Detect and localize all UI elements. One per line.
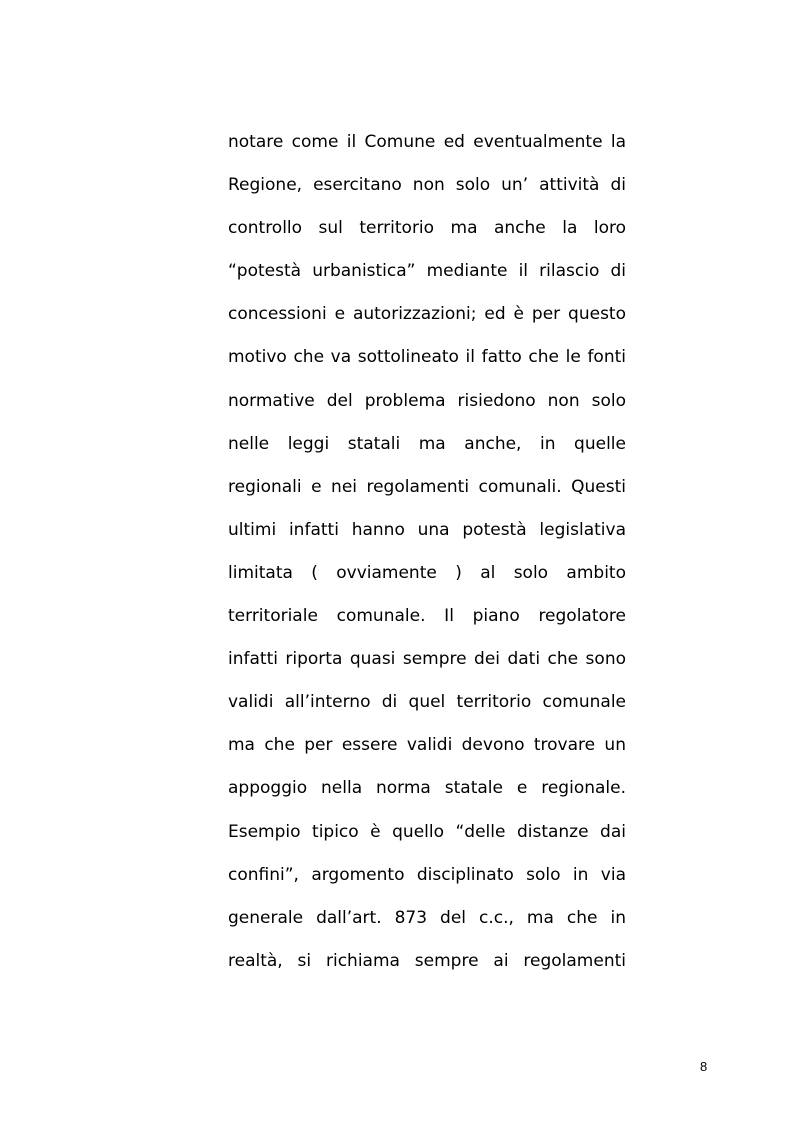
text-line: validi all’interno di quel territorio comunale: [228, 692, 626, 713]
text-line: appoggio nella norma statale e regionale.: [228, 778, 626, 799]
body-text: [228, 121, 626, 983]
text-line: ultimi infatti hanno una potestà legislativa: [228, 519, 626, 540]
text-line: controllo sul territorio ma anche la loro: [228, 218, 626, 239]
text-line: Regione, esercitano non solo un’ attività di: [228, 175, 626, 196]
text-line: Esempio tipico è quello “delle distanze dai: [228, 821, 626, 842]
text-line: notare come il Comune ed eventualmente la: [228, 132, 626, 152]
text-line: “potestà urbanistica” mediante il rilascio di: [228, 261, 626, 282]
text-line: realtà, si richiama sempre ai regolamenti: [228, 950, 626, 971]
page-number: 8: [700, 1059, 708, 1074]
text-line: motivo che va sottolineato il fatto che le fonti: [228, 347, 626, 368]
text-line: confini”, argomento disciplinato solo in via: [228, 864, 626, 885]
text-line: normative del problema risiedono non solo: [228, 390, 626, 411]
text-line: concessioni e autorizzazioni; ed è per questo: [228, 304, 626, 325]
text-line: infatti riporta quasi sempre dei dati che sono: [228, 649, 626, 670]
text-line: regionali e nei regolamenti comunali. Questi: [228, 476, 626, 497]
text-line: generale dall’art. 873 del c.c., ma che in: [228, 907, 626, 928]
text-line: limitata ( ovviamente ) al solo ambito: [228, 562, 626, 583]
text-line: nelle leggi statali ma anche, in quelle: [228, 433, 626, 454]
text-line: ma che per essere validi devono trovare un: [228, 735, 626, 756]
text-line: territoriale comunale. Il piano regolatore: [228, 606, 626, 627]
